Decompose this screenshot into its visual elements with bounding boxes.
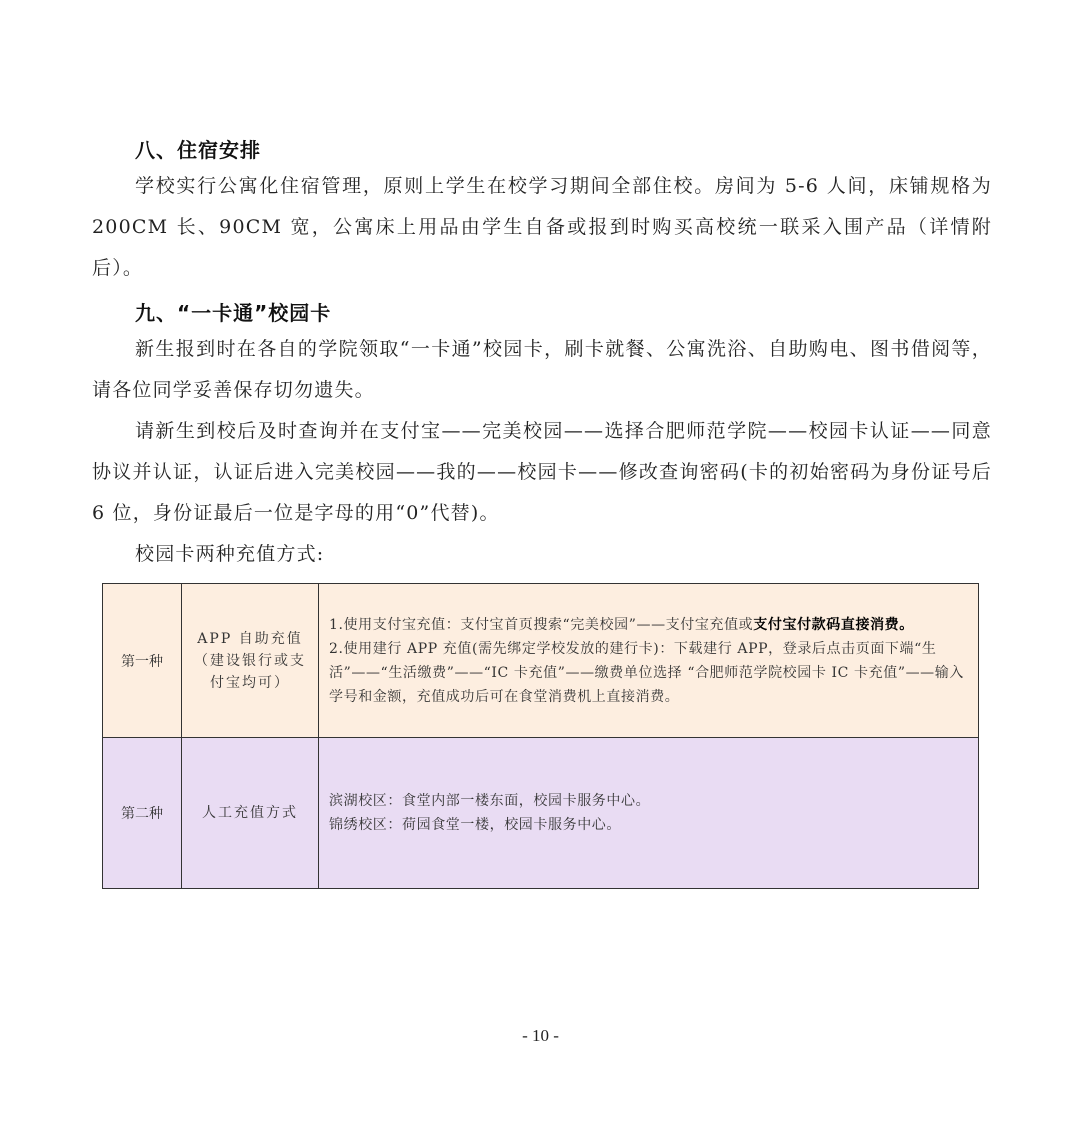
recharge-type-cell: 第一种 [103, 584, 182, 738]
detail-line-ccb: 2.使用建行 APP 充值(需先绑定学校发放的建行卡)：下载建行 APP，登录后点击页面下端“生活”——“生活缴费”——“IC 卡充值”——缴费单位选择 “合肥师范学院校园卡 IC 卡充值”——输入学号和金额，充值成功后可在食堂消费机上直接消费。 [329, 640, 964, 705]
recharge-detail-cell [319, 738, 979, 889]
paragraph-campus-card-intro: 新生报到时在各自的学院领取“一卡通”校园卡，刷卡就餐、公寓洗浴、自助购电、图书借阅等，请各位同学妥善保存切勿遗失。 [92, 338, 992, 401]
section-heading-accommodation: 八、住宿安排 [135, 138, 261, 162]
table-row [103, 738, 979, 889]
recharge-detail-cell [319, 584, 979, 738]
paragraph-recharge-intro: 校园卡两种充值方式: [135, 543, 325, 565]
page-number: - 10 - [522, 1026, 559, 1045]
detail-bold-text: 支付宝付款码直接消费。 [753, 616, 914, 633]
section-heading-campus-card: 九、“一卡通”校园卡 [135, 301, 332, 325]
detail-line-binhu: 滨湖校区：食堂内部一楼东面，校园卡服务中心。 [329, 793, 651, 809]
detail-line-alipay [329, 613, 970, 637]
recharge-methods-table [102, 583, 979, 889]
recharge-method-cell: 人工充值方式 [182, 738, 319, 889]
table-row [103, 584, 979, 738]
detail-text: 1.使用支付宝充值：支付宝首页搜索“完美校园”——支付宝充值或 [329, 616, 754, 633]
recharge-type-cell: 第二种 [103, 738, 182, 889]
paragraph-campus-card-auth: 请新生到校后及时查询并在支付宝——完美校园——选择合肥师范学院——校园卡认证——同意协议并认证，认证后进入完美校园——我的——校园卡——修改查询密码(卡的初始密码为身份证号后 6 位，身份证最后一位是字母的用“0”代替)。 [92, 420, 992, 524]
paragraph-accommodation: 学校实行公寓化住宿管理，原则上学生在校学习期间全部住校。房间为 5-6 人间，床铺规格为 200CM 长、90CM 宽，公寓床上用品由学生自备或报到时购买高校统一联采入围产品（详情附后）。 [92, 175, 992, 279]
detail-line-jinxiu: 锦绣校区：荷园食堂一楼，校园卡服务中心。 [329, 817, 621, 833]
recharge-method-cell: APP 自助充值（建设银行或支付宝均可） [182, 584, 319, 738]
